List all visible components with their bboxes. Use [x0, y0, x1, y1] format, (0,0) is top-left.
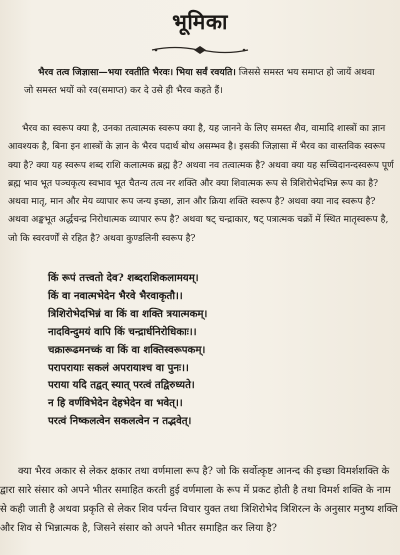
intro-rest-text: जिससे समस्त भय समाप्त हो जायें अथवा जो समस्त भयों को रव(समाप्त) कर दे उसे ही भैरव कहते हैं।: [24, 67, 375, 97]
verse-line: किं रूपं तत्त्वतो देव? शब्दराशिकलामयम्।: [48, 272, 199, 284]
inquiry-paragraph: भैरव का स्वरूप क्या है, उनका तत्वात्मक स्वरूप क्या है, यह जानने के लिए समस्त शैव, वामादि शास्त्रों का ज्ञान आवश्यक है, बिना इन शास्त्रों के ज्ञान के भैरव पदार्थ बोध असम्भव है। इसकी जिज्ञासा में भैरव का वास्तविक स्वरूप क्या है? क्या यह स्वरूप शब्द राशि कलात्मक ब्रह्म है? अथवा नव तत्वात्मक है? अथवा क्या यह सच्चिदानन्दस्वरूप पूर्ण ब्रह्म भाव भूत पञ्चकृत्य स्वभाव भूत चैतन्य तत्व नर शक्ति और क्या शिवात्मक रूप से त्रिशिरोभेदभिन्न रूप का है? अथवा मातृ, मान और मेय व्यापार रूप जन्य इच्छा, ज्ञान और क्रिया शक्ति स्वरूप है? अथवा क्या नाद स्वरूप है? अथवा अङ्कभूत अर्द्धचन्द्र निरोधात्मक व्यापार रूप है? अथवा षट् चन्द्राकार, षट् पत्रात्मक चक्रों में स्थित मातृस्वरूप है, जो कि स्वरवर्णों से रहित है? अथवा कुण्डलिनी स्वरूप है?: [8, 123, 394, 244]
page-title: भूमिका: [172, 10, 228, 34]
verse-line: नादविन्दुमयं वापि किं चन्द्रार्धनिरोधिकाः।।: [48, 325, 197, 338]
closing-paragraph: क्या भैरव अकार से लेकर क्षकार तथा वर्णमाला रूप है? जो कि सर्वोत्कृष्ट आनन्द की इच्छा विमर्शशक्ति के द्वारा सारे संसार को अपने भीतर समाहित करती हुई वर्णमाला के रूप में प्रकट होती है तथा विमर्श शक्ति के नाम से कही जाती है अथवा प्रकृति से लेकर शिव पर्यन्त विचार युक्त तथा त्रिशिरोभेद त्रिशिरत्न के अनुसार मनुष्य शक्ति और शिव से भिन्नात्मक है, जिसने संसार को अपने भीतर समाहित कर लिया है?: [0, 466, 398, 534]
verse-line: परापरायाः सकलं अपरायाश्च वा पुनः।।: [48, 361, 189, 374]
verse-line: चक्रारूढमनच्कं वा किं वा शक्तिस्वरूपकम्।: [48, 343, 206, 356]
sanskrit-verses: [48, 270, 368, 431]
decorative-divider-icon: [150, 44, 250, 56]
intro-lead-text: भैरव तत्व जिज्ञासा—भया रवतीति भैरवः। भिया सर्वं रवयति।: [38, 67, 236, 78]
verse-line: पराया यदि तद्वत् स्यात् परत्वं तद्विरुध्यते।: [48, 379, 195, 392]
verse-line: न हि वर्णविभेदेन देहभेदेन वा भवेत्।।: [48, 397, 183, 410]
verse-line: त्रिशिरोभेदभिन्नं वा किं वा शक्ति त्रयात्मकम्।: [48, 307, 208, 320]
intro-paragraph: [24, 64, 380, 101]
verse-line: किं वा नवात्मभेदेन भैरवे भैरवाकृतौ।।: [48, 289, 183, 302]
verse-line: परत्वं निष्कलत्वेन सकलत्वेन न तद्भवेत्।: [48, 415, 192, 428]
